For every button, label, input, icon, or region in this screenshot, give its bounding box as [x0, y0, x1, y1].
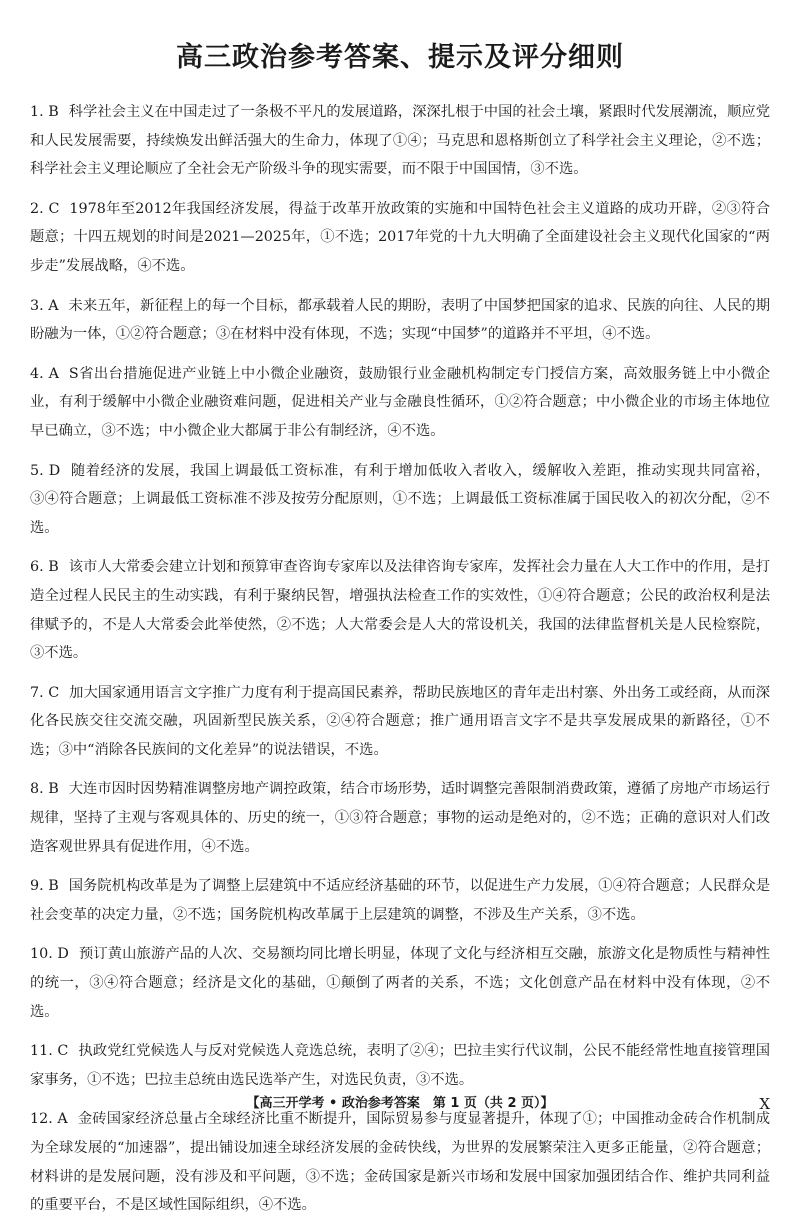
answer-number: 2. C [30, 200, 60, 217]
footer-mark: X [759, 1095, 770, 1113]
answer-item [30, 360, 770, 446]
answer-number: 6. B [30, 559, 59, 576]
answer-item [30, 940, 770, 1026]
answer-item [30, 1037, 770, 1094]
answer-number: 9. B [30, 878, 59, 895]
answer-number: 1. B [30, 104, 59, 120]
answer-item [30, 553, 770, 667]
answer-explanation: 金砖国家经济总量占全球经济比重不断提升，国际贸易参与度显著提升，体现了①；中国推动金砖合作机制成为全球发展的“加速器”，提出铺设加速全球经济发展的金砖快线，为世界的发展繁荣注入更多正能量，②符合题意；材料讲的是发展问题，没有涉及和平问题，③不选；金砖国家是新兴市场和发展中国家加强团结合作、维护共同利益的重要平台，不是区域性国际组织，④不选。 [30, 1111, 770, 1214]
answer-number: 5. D [30, 462, 61, 479]
answer-item [30, 292, 770, 349]
answer-item [30, 98, 770, 184]
answer-explanation: 国务院机构改革是为了调整上层建筑中不适应经济基础的环节，以促进生产力发展，①④符合题意；人民群众是社会变革的决定力量，②不选；国务院机构改革属于上层建筑的调整，不涉及生产关系，③不选。 [30, 878, 770, 923]
answer-explanation: 科学社会主义在中国走过了一条极不平凡的发展道路，深深扎根于中国的社会土壤，紧跟时代发展潮流，顺应党和人民发展需要，持续焕发出鲜活强大的生命力，体现了①④；马克思和恩格斯创立了科学社会主义理论，②不选；科学社会主义理论顺应了全社会无产阶级斗争的现实需要，而不限于中国国情，③不选。 [30, 104, 770, 178]
answer-item [30, 775, 770, 861]
answer-number: 11. C [30, 1043, 69, 1060]
answer-explanation: 未来五年，新征程上的每一个目标，都承载着人民的期盼，表明了中国梦把国家的追求、民族的向往、人民的期盼融为一体，①②符合题意；③在材料中没有体现，不选；实现“中国梦”的道路并不平坦，④不选。 [30, 297, 770, 343]
answer-explanation: 预订黄山旅游产品的人次、交易额均同比增长明显，体现了文化与经济相互交融，旅游文化是物质性与精神性的统一，③④符合题意；经济是文化的基础，①颠倒了两者的关系，不选；文化创意产品在材料中没有体现，②不选。 [30, 946, 771, 1020]
page-title: 高三政治参考答案、提示及评分细则 [176, 42, 624, 73]
answer-item [30, 872, 770, 929]
answer-explanation: 加大国家通用语言文字推广力度有利于提高国民素养，帮助民族地区的青年走出村寨、外出务工或经商，从而深化各民族交往交流交融，巩固新型民族关系，②④符合题意；推广通用语言文字不是共享发展成果的新路径，①不选；③中“消除各民族间的文化差异”的说法错误，不选。 [30, 684, 771, 758]
answer-explanation: 随着经济的发展，我国上调最低工资标准，有利于增加低收入者收入，缓解收入差距，推动实现共同富裕，③④符合题意；上调最低工资标准不涉及按劳分配原则，①不选；上调最低工资标准属于国民收入的初次分配，②不选。 [30, 462, 770, 536]
answer-number: 3. A [30, 297, 59, 314]
answer-explanation: S省出台措施促进产业链上中小微企业融资，鼓励银行业金融机构制定专门授信方案，高效服务链上中小微企业，有利于缓解中小微企业融资难问题，促进相关产业与金融良性循环，①②符合题意；中小微企业的市场主体地位早已确立，③不选；中小微企业大都属于非公有制经济，④不选。 [30, 365, 770, 439]
page-footer [0, 1093, 800, 1115]
answer-item [30, 195, 770, 281]
answer-number: 8. B [30, 781, 59, 798]
answer-item [30, 679, 770, 765]
answer-number: 10. D [30, 946, 69, 963]
answer-number: 12. A [30, 1111, 68, 1128]
answer-item [30, 457, 770, 543]
answer-list [30, 98, 770, 1220]
answer-explanation: 1978年至2012年我国经济发展，得益于改革开放政策的实施和中国特色社会主义道路的成功开辟，②③符合题意；十四五规划的时间是2021—2025年，①不选；2017年党的十九大明确了全面建设社会主义现代化国家的“两步走”发展战略，④不选。 [30, 200, 770, 274]
answer-explanation: 大连市因时因势精准调整房地产调控政策，结合市场形势，适时调整完善限制消费政策，遵循了房地产市场运行规律，坚持了主观与客观具体的、历史的统一，①③符合题意；事物的运动是绝对的，②不选；正确的意识对人们改造客观世界具有促进作用，④不选。 [30, 781, 770, 855]
answer-explanation: 该市人大常委会建立计划和预算审查咨询专家库以及法律咨询专家库，发挥社会力量在人大工作中的作用，是打造全过程人民民主的生动实践，有利于聚纳民智，增强执法检查工作的实效性，①④符合题意；公民的政治权利是法律赋予的，不是人大常委会此举使然，②不选；人大常委会是人大的常设机关，我国的法律监督机关是人民检察院，③不选。 [30, 559, 770, 662]
answer-number: 7. C [30, 684, 60, 701]
answer-item [30, 1105, 770, 1219]
answer-number: 4. A [30, 365, 59, 382]
answer-explanation: 执政党红党候选人与反对党候选人竞选总统，表明了②④；巴拉圭实行代议制，公民不能经常性地直接管理国家事务，①不选；巴拉圭总统由选民选举产生，对选民负责，③不选。 [30, 1043, 770, 1088]
footer-page-info: 【高三开学考 • 政治参考答案 第 1 页（共 2 页）】 [246, 1096, 554, 1111]
